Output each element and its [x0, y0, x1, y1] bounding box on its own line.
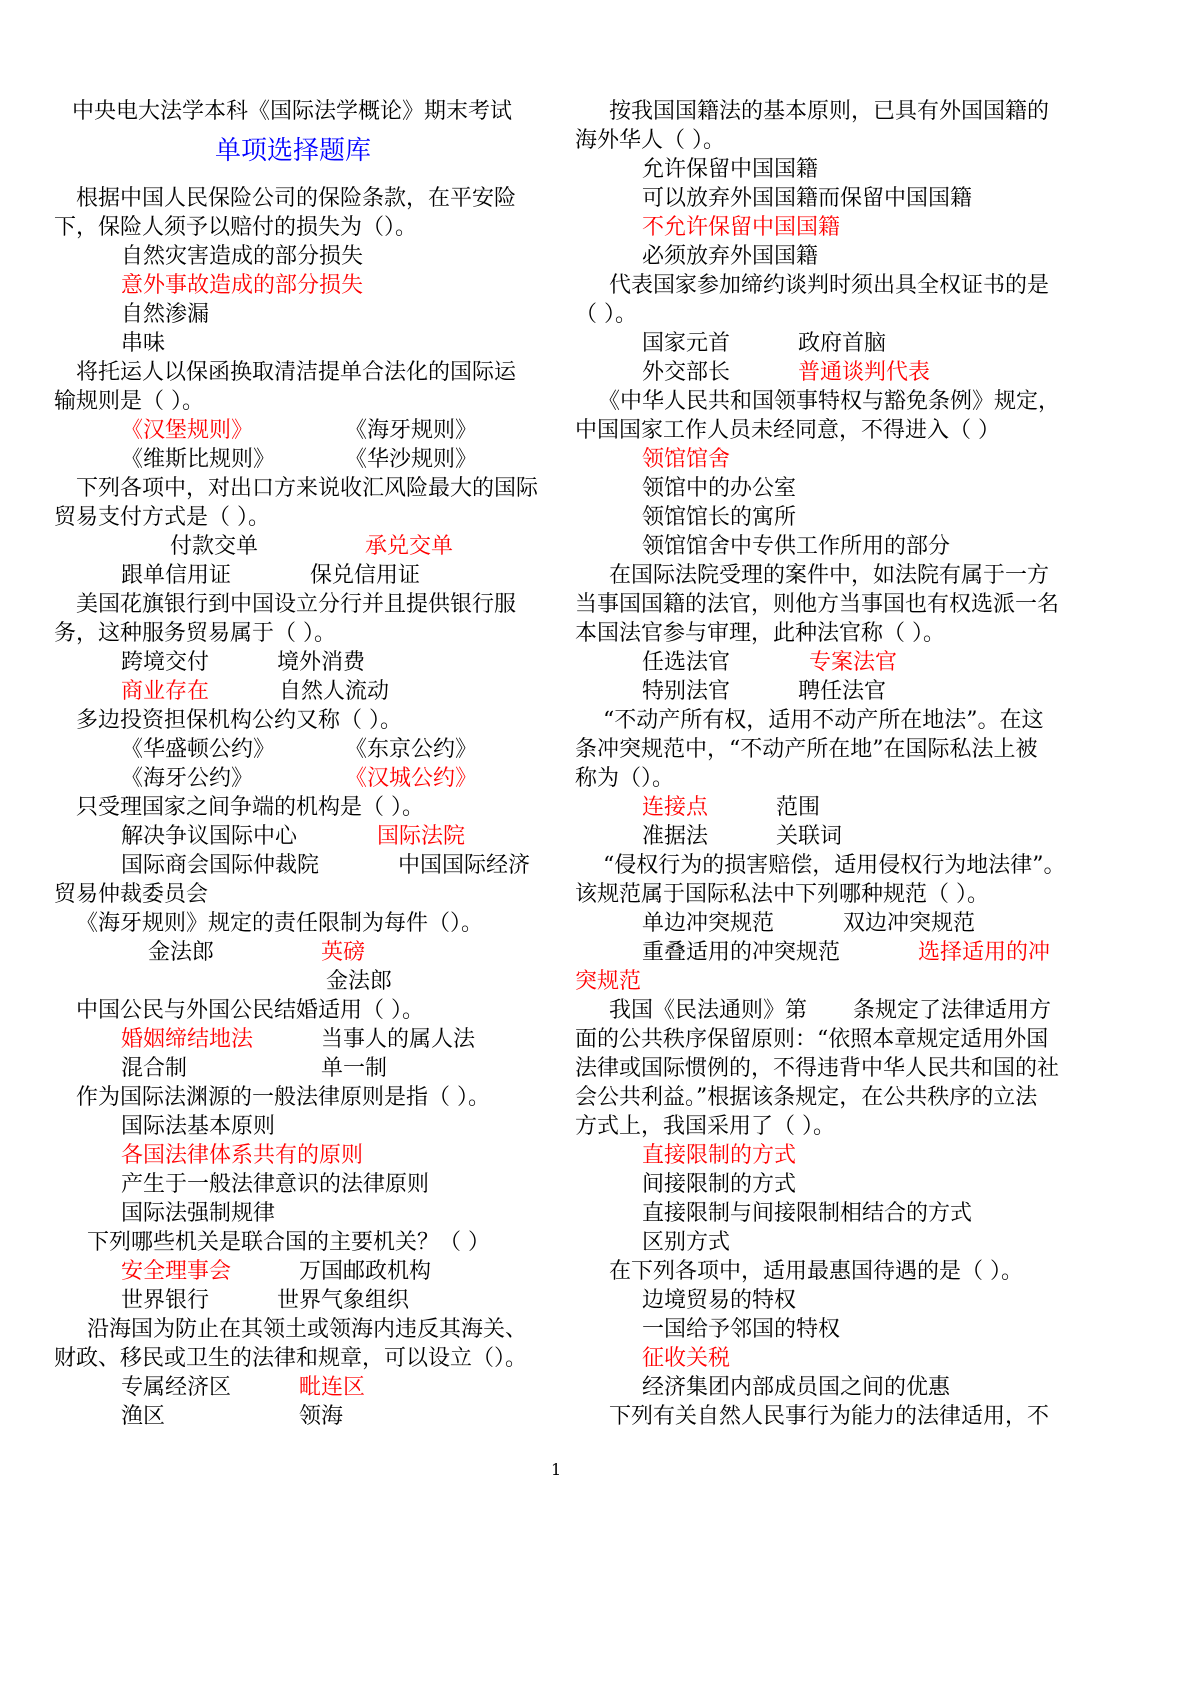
- correct-answer-option: 安全理事会: [121, 1259, 232, 1284]
- question-text: 《海牙规则》规定的责任限制为每件（）。: [76, 911, 484, 936]
- answer-option: 自然渗漏: [121, 302, 210, 327]
- correct-answer-option: 毗连区: [299, 1375, 366, 1400]
- answer-option: 境外消费: [277, 650, 366, 675]
- correct-answer-option: 意外事故造成的部分损失: [121, 273, 364, 298]
- correct-answer-option: 突规范: [575, 969, 642, 994]
- correct-answer-option: 英磅: [321, 940, 366, 965]
- answer-option: 世界气象组织: [277, 1288, 410, 1313]
- answer-option: 国际法基本原则: [121, 1114, 276, 1139]
- question-text: “侵权行为的损害赔偿，适用侵权行为地法律”。: [603, 853, 1066, 878]
- answer-option: 《华沙规则》: [345, 447, 478, 472]
- question-text: 务，这种服务贸易属于（ ）。: [54, 621, 336, 646]
- answer-option: 《海牙规则》: [345, 418, 478, 443]
- answer-option: 自然人流动: [279, 679, 390, 704]
- correct-answer-option: 领馆馆舍: [642, 447, 731, 472]
- answer-option: 必须放弃外国国籍: [642, 244, 819, 269]
- question-text: 会公共利益。”根据该条规定，在公共秩序的立法: [575, 1085, 1038, 1110]
- question-text: 称为（）。: [575, 766, 675, 791]
- answer-option: 《维斯比规则》: [121, 447, 276, 472]
- correct-answer-option: 《汉堡规则》: [121, 418, 254, 443]
- answer-option: 国际商会国际仲裁院: [121, 853, 320, 878]
- question-text: 条冲突规范中，“不动产所在地”在国际私法上被: [575, 737, 1038, 762]
- answer-option: 一国给予邻国的特权: [642, 1317, 841, 1342]
- correct-answer-option: 各国法律体系共有的原则: [121, 1143, 364, 1168]
- question-text: 在下列各项中，适用最惠国待遇的是（ ）。: [609, 1259, 1023, 1284]
- correct-answer-option: 选择适用的冲: [918, 940, 1051, 965]
- question-text: 财政、移民或卫生的法律和规章，可以设立（）。: [54, 1346, 528, 1371]
- answer-option: 任选法官: [642, 650, 731, 675]
- correct-answer-option: 承兑交单: [365, 534, 454, 559]
- answer-option: 区别方式: [642, 1230, 731, 1255]
- question-text: 该规范属于国际私法中下列哪种规范（ ）。: [575, 882, 989, 907]
- answer-option: 国际法强制规律: [121, 1201, 276, 1226]
- answer-option: 《华盛顿公约》: [121, 737, 276, 762]
- question-text: 条规定了法律适用方: [853, 998, 1052, 1023]
- question-text: 根据中国人民保险公司的保险条款，在平安险: [76, 186, 517, 211]
- document-title: 中央电大法学本科《国际法学概论》期末考试: [72, 99, 513, 124]
- answer-option: 付款交单: [170, 534, 259, 559]
- correct-answer-option: 普通谈判代表: [798, 360, 931, 385]
- answer-option: 双边冲突规范: [843, 911, 976, 936]
- correct-answer-option: 征收关税: [642, 1346, 731, 1371]
- answer-option: 《东京公约》: [345, 737, 478, 762]
- question-text: 下列有关自然人民事行为能力的法律适用，不: [609, 1404, 1050, 1429]
- question-text: 按我国国籍法的基本原则，已具有外国国籍的: [609, 99, 1050, 124]
- correct-answer-option: 国际法院: [377, 824, 466, 849]
- question-text: 贸易支付方式是（ ）。: [54, 505, 270, 530]
- question-text: 多边投资担保机构公约又称（ ）。: [76, 708, 402, 733]
- question-text: 中国国家工作人员未经同意，不得进入（ ）: [575, 418, 1000, 443]
- question-text: 面的公共秩序保留原则：“依照本章规定适用外国: [575, 1027, 1049, 1052]
- answer-option: 单一制: [321, 1056, 388, 1081]
- answer-option: 经济集团内部成员国之间的优惠: [642, 1375, 951, 1400]
- answer-option: 跟单信用证: [121, 563, 232, 588]
- answer-option: 渔区: [121, 1404, 166, 1429]
- question-text: 当事国国籍的法官，则他方当事国也有权选派一名: [575, 592, 1060, 617]
- answer-option: 产生于一般法律意识的法律原则: [121, 1172, 430, 1197]
- answer-option: 允许保留中国国籍: [642, 157, 819, 182]
- answer-option: 准据法: [642, 824, 709, 849]
- correct-answer-option: 商业存在: [121, 679, 210, 704]
- answer-option: 《海牙公约》: [121, 766, 254, 791]
- question-text: 下列各项中，对出口方来说收汇风险最大的国际: [76, 476, 539, 501]
- question-text: 本国法官参与审理，此种法官称（ ）。: [575, 621, 945, 646]
- correct-answer-option: 不允许保留中国国籍: [642, 215, 841, 240]
- answer-option: 保兑信用证: [310, 563, 421, 588]
- answer-option: 可以放弃外国国籍而保留中国国籍: [642, 186, 973, 211]
- answer-option: 专属经济区: [121, 1375, 232, 1400]
- answer-option: 政府首脑: [798, 331, 887, 356]
- answer-option: 外交部长: [642, 360, 731, 385]
- document-subtitle: 单项选择题库: [215, 136, 372, 166]
- answer-option: 中国国际经济: [398, 853, 531, 878]
- answer-option: 间接限制的方式: [642, 1172, 797, 1197]
- answer-option: 贸易仲裁委员会: [54, 882, 209, 907]
- correct-answer-option: 婚姻缔结地法: [121, 1027, 254, 1052]
- question-text: 海外华人（ ）。: [575, 128, 725, 153]
- correct-answer-option: 专案法官: [809, 650, 898, 675]
- question-text: 美国花旗银行到中国设立分行并且提供银行服: [76, 592, 517, 617]
- question-text: 我国《民法通则》第: [609, 998, 808, 1023]
- question-text: 只受理国家之间争端的机构是（ ）。: [76, 795, 424, 820]
- answer-option: 混合制: [121, 1056, 188, 1081]
- answer-option: 金法郎: [326, 969, 393, 994]
- correct-answer-option: 连接点: [642, 795, 709, 820]
- answer-option: 特别法官: [642, 679, 731, 704]
- correct-answer-option: 直接限制的方式: [642, 1143, 797, 1168]
- question-text: 在国际法院受理的案件中，如法院有属于一方: [609, 563, 1050, 588]
- answer-option: 金法郎: [148, 940, 215, 965]
- correct-answer-option: 《汉城公约》: [345, 766, 478, 791]
- question-text: 法律或国际惯例的，不得违背中华人民共和国的社: [575, 1056, 1060, 1081]
- question-text: 中国公民与外国公民结婚适用（ ）。: [76, 998, 424, 1023]
- question-text: 输规则是（ ）。: [54, 389, 204, 414]
- answer-option: 万国邮政机构: [299, 1259, 432, 1284]
- question-text: 代表国家参加缔约谈判时须出具全权证书的是: [609, 273, 1050, 298]
- answer-option: 串味: [121, 331, 166, 356]
- answer-option: 领馆馆长的寓所: [642, 505, 797, 530]
- answer-option: 自然灾害造成的部分损失: [121, 244, 364, 269]
- question-text: “不动产所有权，适用不动产所在地法”。在这: [603, 708, 1044, 733]
- question-text: 下，保险人须予以赔付的损失为（）。: [54, 215, 418, 240]
- answer-option: 国家元首: [642, 331, 731, 356]
- question-text: 方式上，我国采用了（ ）。: [575, 1114, 835, 1139]
- question-text: （ ）。: [575, 302, 637, 327]
- question-text: 作为国际法渊源的一般法律原则是指（ ）。: [76, 1085, 490, 1110]
- answer-option: 关联词: [776, 824, 843, 849]
- answer-option: 单边冲突规范: [642, 911, 775, 936]
- answer-option: 直接限制与间接限制相结合的方式: [642, 1201, 973, 1226]
- question-text: 将托运人以保函换取清洁提单合法化的国际运: [76, 360, 517, 385]
- page-number: 1: [551, 1460, 562, 1479]
- answer-option: 当事人的属人法: [321, 1027, 476, 1052]
- answer-option: 领馆馆舍中专供工作所用的部分: [642, 534, 951, 559]
- answer-option: 范围: [776, 795, 821, 820]
- answer-option: 世界银行: [121, 1288, 210, 1313]
- answer-option: 领馆中的办公室: [642, 476, 797, 501]
- question-text: 沿海国为防止在其领土或领海内违反其海关、: [87, 1317, 528, 1342]
- answer-option: 重叠适用的冲突规范: [642, 940, 841, 965]
- answer-option: 解决争议国际中心: [121, 824, 298, 849]
- answer-option: 边境贸易的特权: [642, 1288, 797, 1313]
- answer-option: 跨境交付: [121, 650, 210, 675]
- question-text: 《中华人民共和国领事特权与豁免条例》规定，: [598, 389, 1061, 414]
- question-text: 下列哪些机关是联合国的主要机关？（ ）: [87, 1230, 490, 1255]
- answer-option: 领海: [299, 1404, 344, 1429]
- answer-option: 聘任法官: [798, 679, 887, 704]
